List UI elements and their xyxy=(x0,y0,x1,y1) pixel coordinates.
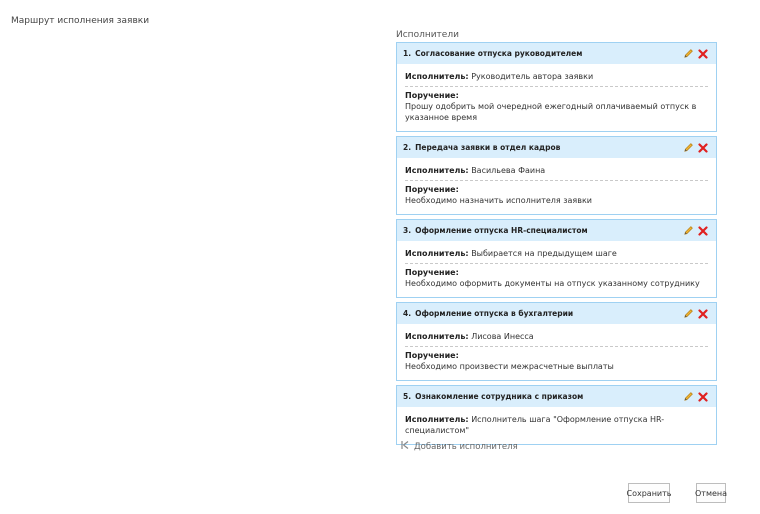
step-number: 4. xyxy=(403,309,412,318)
assignment-value: Необходимо оформить документы на отпуск указанному сотруднику xyxy=(405,279,700,288)
pencil-icon[interactable] xyxy=(683,142,694,153)
executor-row xyxy=(405,68,708,87)
step-number: 3. xyxy=(403,226,412,235)
step-number: 2. xyxy=(403,143,412,152)
step-actions xyxy=(683,48,708,59)
step-title: Согласование отпуска руководителем xyxy=(415,49,583,58)
executor-value: Руководитель автора заявки xyxy=(471,72,594,81)
delete-icon[interactable] xyxy=(698,226,708,236)
assignment-label: Поручение: xyxy=(405,268,459,277)
executor-label: Исполнитель: xyxy=(405,249,469,258)
add-executor-link[interactable] xyxy=(400,440,518,453)
pencil-icon[interactable] xyxy=(683,391,694,402)
step-body xyxy=(397,158,716,214)
step-card-1 xyxy=(396,42,717,132)
delete-icon[interactable] xyxy=(698,143,708,153)
executor-row xyxy=(405,162,708,181)
step-actions xyxy=(683,391,708,402)
delete-icon[interactable] xyxy=(698,49,708,59)
steps-list xyxy=(396,42,717,449)
pencil-icon[interactable] xyxy=(683,308,694,319)
step-card-3 xyxy=(396,219,717,298)
delete-icon[interactable] xyxy=(698,309,708,319)
step-body xyxy=(397,407,716,444)
assignment-value: Необходимо назначить исполнителя заявки xyxy=(405,196,592,205)
step-number: 1. xyxy=(403,49,412,58)
route-title: Маршрут исполнения заявки xyxy=(11,16,150,26)
executor-label: Исполнитель: xyxy=(405,332,469,341)
assignment-value: Необходимо произвести межрасчетные выплаты xyxy=(405,362,614,371)
step-header xyxy=(397,220,716,241)
assignment-row xyxy=(405,181,708,210)
add-user-icon xyxy=(400,440,410,453)
step-title: Передача заявки в отдел кадров xyxy=(415,143,561,152)
step-header xyxy=(397,137,716,158)
step-actions xyxy=(683,308,708,319)
executor-label: Исполнитель: xyxy=(405,166,469,175)
cancel-button[interactable]: Отмена xyxy=(696,483,726,503)
executor-label: Исполнитель: xyxy=(405,415,469,424)
executor-row xyxy=(405,328,708,347)
step-card-4 xyxy=(396,302,717,381)
step-title: Оформление отпуска HR-специалистом xyxy=(415,226,588,235)
step-number: 5. xyxy=(403,392,412,401)
executor-value: Исполнитель шага "Оформление отпуска HR-специалистом" xyxy=(405,415,665,435)
pencil-icon[interactable] xyxy=(683,225,694,236)
step-card-5 xyxy=(396,385,717,445)
assignment-row xyxy=(405,264,708,293)
step-body xyxy=(397,241,716,297)
step-actions xyxy=(683,142,708,153)
executor-label: Исполнитель: xyxy=(405,72,469,81)
step-header xyxy=(397,386,716,407)
step-body xyxy=(397,64,716,131)
assignment-value: Прошу одобрить мой очередной ежегодный оплачиваемый отпуск в указанное время xyxy=(405,102,697,122)
step-body xyxy=(397,324,716,380)
save-button[interactable]: Сохранить xyxy=(628,483,670,503)
executor-value: Выбирается на предыдущем шаге xyxy=(471,249,617,258)
delete-icon[interactable] xyxy=(698,392,708,402)
add-executor-label: Добавить исполнителя xyxy=(414,441,518,452)
executor-row xyxy=(405,245,708,264)
assignment-label: Поручение: xyxy=(405,351,459,360)
assignment-label: Поручение: xyxy=(405,91,459,100)
executors-label: Исполнители xyxy=(396,30,459,40)
executor-value: Лисова Инесса xyxy=(471,332,534,341)
step-title: Оформление отпуска в бухгалтерии xyxy=(415,309,574,318)
executor-row xyxy=(405,411,708,440)
assignment-row xyxy=(405,347,708,376)
step-header xyxy=(397,43,716,64)
step-card-2 xyxy=(396,136,717,215)
executor-value: Васильева Фаина xyxy=(471,166,546,175)
step-header xyxy=(397,303,716,324)
assignment-label: Поручение: xyxy=(405,185,459,194)
step-title: Ознакомление сотрудника с приказом xyxy=(415,392,584,401)
step-actions xyxy=(683,225,708,236)
pencil-icon[interactable] xyxy=(683,48,694,59)
assignment-row xyxy=(405,87,708,127)
